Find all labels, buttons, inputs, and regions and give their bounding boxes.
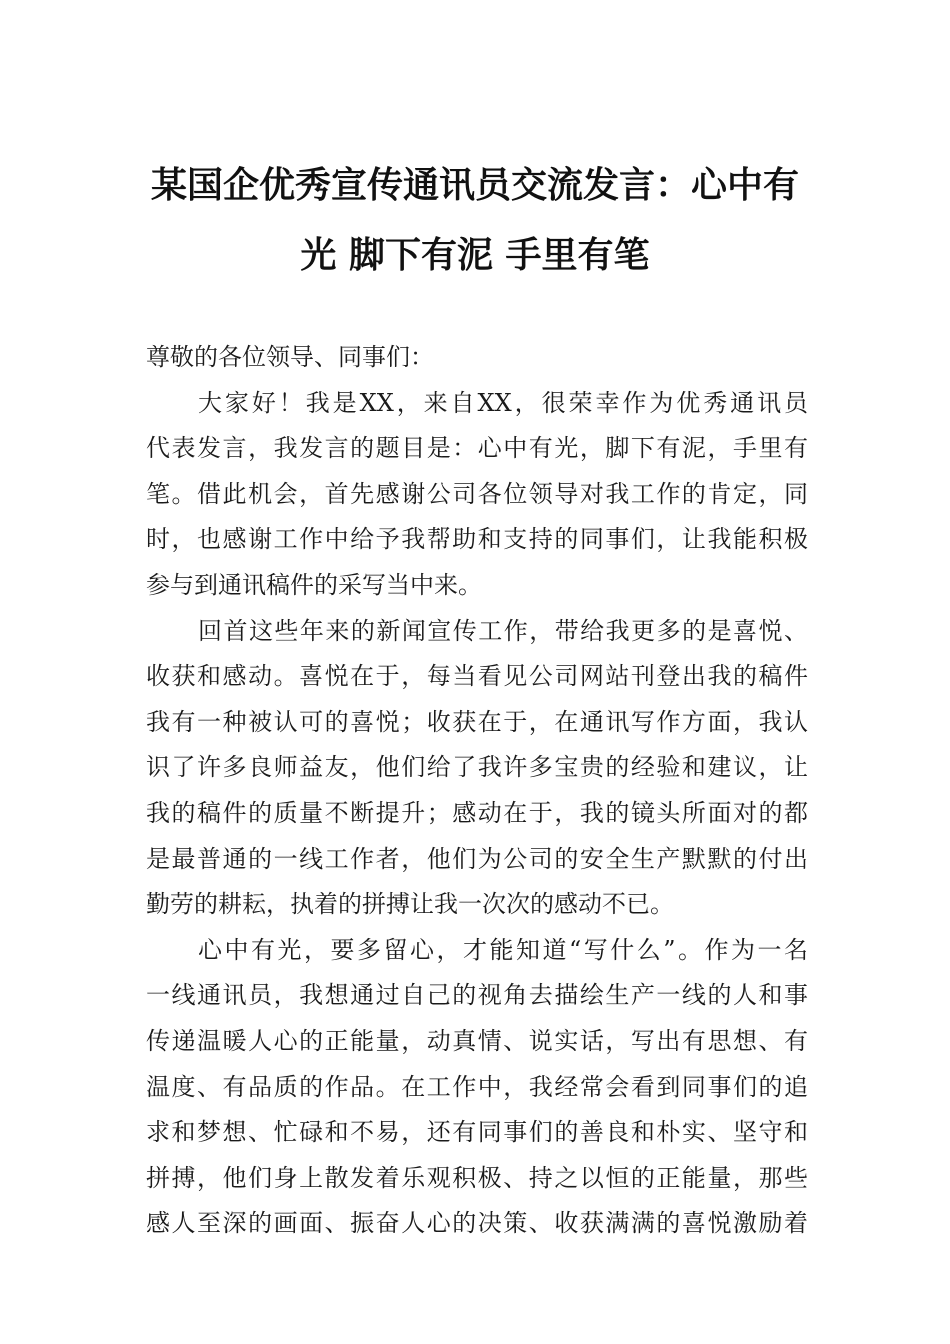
paragraph-2-line-6: 是最普通的一线工作者，他们为公司的安全生产默默的付出 [146,844,808,873]
paragraph-2-line-5: 我的稿件的质量不断提升；感动在于，我的镜头所面对的都 [146,798,808,827]
paragraph-2-line-7: 勤劳的耕耘，执着的拼搏让我一次次的感动不已。 [146,890,674,919]
paragraph-2-line-2: 收获和感动。喜悦在于，每当看见公司网站刊登出我的稿件 [146,662,808,691]
document-body [146,335,808,1247]
document-title-line-2: 光 脚下有泥 手里有笔 [300,234,650,276]
paragraph-1-line-4: 时，也感谢工作中给予我帮助和支持的同事们，让我能积极 [146,525,808,554]
paragraph-1-line-1: 大家好！我是XX，来自XX，很荣幸作为优秀通讯员 [198,388,808,417]
salutation: 尊敬的各位领导、同事们： [146,343,434,371]
paragraph-2-line-3: 我有一种被认可的喜悦；收获在于，在通讯写作方面，我认 [146,707,808,736]
paragraph-3-line-5: 求和梦想、忙碌和不易，还有同事们的善良和朴实、坚守和 [146,1118,808,1147]
paragraph-3-line-2: 一线通讯员，我想通过自己的视角去描绘生产一线的人和事 [146,981,808,1010]
paragraph-3-line-1: 心中有光，要多留心，才能知道“写什么”。作为一名 [198,935,808,964]
paragraph-1-line-2: 代表发言，我发言的题目是：心中有光，脚下有泥，手里有 [146,434,808,463]
paragraph-3-line-7: 感人至深的画面、振奋人心的决策、收获满满的喜悦激励着 [146,1209,808,1238]
paragraph-2-line-1: 回首这些年来的新闻宣传工作，带给我更多的是喜悦、 [198,616,808,645]
paragraph-1-line-5: 参与到通讯稿件的采写当中来。 [146,570,482,599]
paragraph-1-line-3: 笔。借此机会，首先感谢公司各位领导对我工作的肯定，同 [146,479,808,508]
paragraph-3-line-3: 传递温暖人心的正能量，动真情、说实话，写出有思想、有 [146,1026,808,1055]
paragraph-2-line-4: 识了许多良师益友，他们给了我许多宝贵的经验和建议，让 [146,753,808,782]
document-title-line-1: 某国企优秀宣传通讯员交流发言：心中有 [150,164,799,206]
paragraph-3-line-4: 温度、有品质的作品。在工作中，我经常会看到同事们的追 [146,1072,808,1101]
paragraph-3-line-6: 拼搏，他们身上散发着乐观积极、持之以恒的正能量，那些 [146,1163,808,1192]
